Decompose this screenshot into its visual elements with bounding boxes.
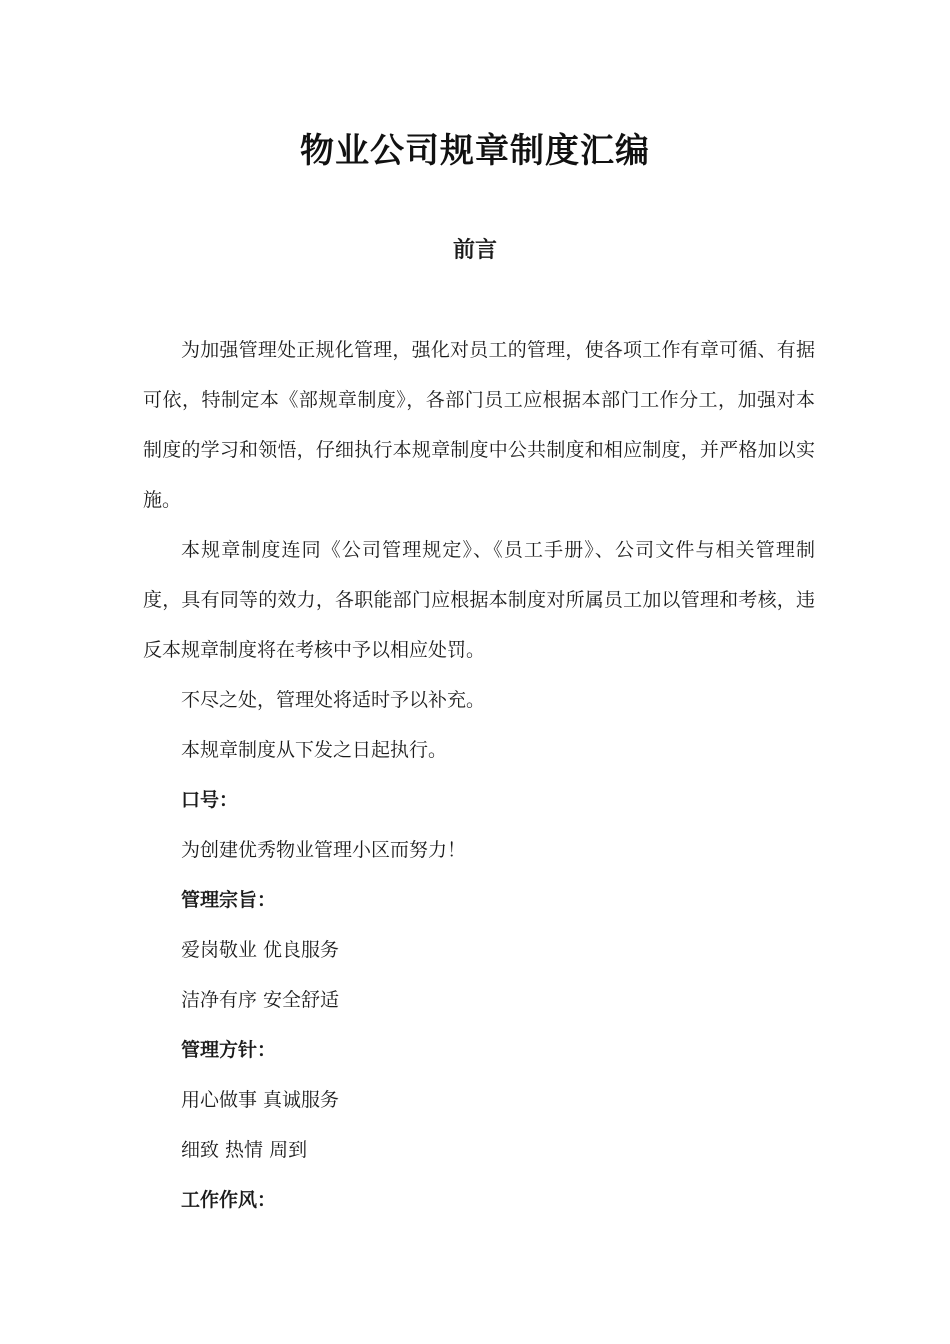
policy-line: 细致 热情 周到 xyxy=(181,1139,308,1161)
preface-paragraph: 为加强管理处正规化管理，强化对员工的管理，使各项工作有章可循、有据可依，特制定本《部规章制度》，各部门员工应根据本部门工作分工，加强对本制度的学习和领悟，仔细执行本规章制度中公共制度和相应制度，并严格加以实施。 xyxy=(143,339,815,511)
preface-paragraph: 本规章制度从下发之日起执行。 xyxy=(181,739,448,761)
document-title: 物业公司规章制度汇编 xyxy=(300,131,650,171)
preface-paragraph: 不尽之处，管理处将适时予以补充。 xyxy=(181,689,486,711)
slogan-label: 口号： xyxy=(181,789,239,811)
preface-heading: 前言 xyxy=(452,238,497,263)
purpose-line: 爱岗敬业 优良服务 xyxy=(181,939,340,961)
document-body xyxy=(143,325,815,1225)
policy-label: 管理方针： xyxy=(181,1039,277,1061)
slogan-text: 为创建优秀物业管理小区而努力！ xyxy=(181,839,467,861)
purpose-line: 洁净有序 安全舒适 xyxy=(181,989,340,1011)
purpose-label: 管理宗旨： xyxy=(181,889,277,911)
preface-paragraph: 本规章制度连同《公司管理规定》、《员工手册》、公司文件与相关管理制度，具有同等的效力，各职能部门应根据本制度对所属员工加以管理和考核，违反本规章制度将在考核中予以相应处罚。 xyxy=(143,539,815,661)
policy-line: 用心做事 真诚服务 xyxy=(181,1089,340,1111)
work-style-label: 工作作风： xyxy=(181,1189,277,1211)
